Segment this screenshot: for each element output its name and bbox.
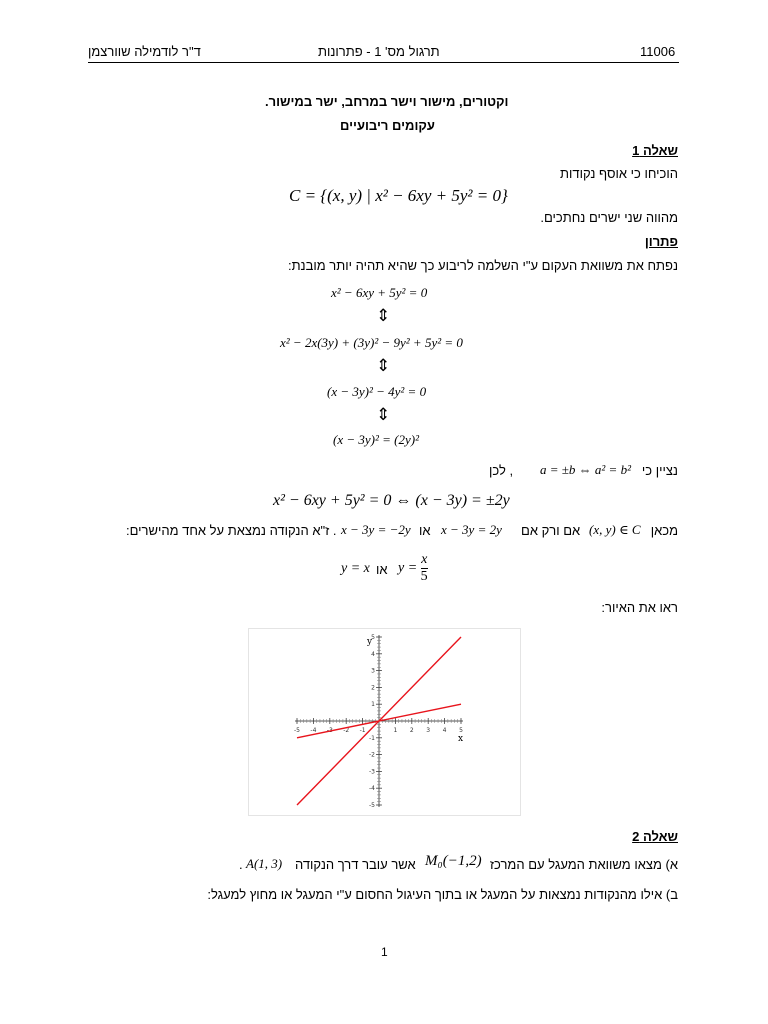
derivation-step-2: x² − 2x(3y) + (3y)² − 9y² + 5y² = 0 <box>280 335 463 350</box>
y-tick-label: -1 <box>369 734 375 742</box>
x-tick-label: 2 <box>409 727 414 734</box>
lines-text: מהווה שני ישרים נחתכים. <box>540 210 678 225</box>
solution-heading: פתרון <box>644 234 678 249</box>
x-tick-label: -5 <box>294 727 300 734</box>
y-tick-label: -4 <box>369 785 375 793</box>
part-a-period: . <box>239 857 243 872</box>
exercise-title: תרגול מס' 1 - פתרונות <box>318 44 440 59</box>
question-1-heading: שאלה 1 <box>632 143 678 158</box>
prove-text: הוכיחו כי אוסף נקודות <box>560 166 678 181</box>
y-tick-label: 4 <box>371 650 375 658</box>
line-b-fraction <box>421 552 428 585</box>
page-number: 1 <box>381 945 388 959</box>
equation-b: x − 3y = −2y <box>341 522 411 537</box>
line-b-denominator: 5 <box>420 569 428 584</box>
or-word-2: או <box>376 562 388 577</box>
iff-text: אם ורק אם <box>521 523 581 538</box>
header-rule <box>88 62 679 63</box>
y-tick-label: 3 <box>371 667 375 675</box>
y-tick-label: -3 <box>369 768 375 776</box>
circle-center: M₀(−1,2) <box>425 853 482 869</box>
lines-figure <box>248 628 521 816</box>
or-word-1: או <box>419 523 431 538</box>
x-tick-label: 5 <box>459 727 463 734</box>
part-b-text: ב) אילו מהנקודות נמצאות על המעגל או בתוך העיגול החסום ע"י המעגל או מחוץ למעגל: <box>207 887 678 902</box>
document-title: וקטורים, מישור וישר במרחב, ישר במישור. <box>265 94 509 109</box>
x-tick-label: 4 <box>442 727 447 734</box>
y-tick-label: -5 <box>369 802 375 809</box>
x-tick-label: -2 <box>343 727 350 734</box>
note-formula: a = ±b ⇔ a² = b² <box>540 462 631 477</box>
set-formula: C = {(x, y) | x² − 6xy + 5y² = 0} <box>289 186 508 205</box>
line-a-formula: y = x <box>341 561 370 576</box>
point-in-c: (x, y) ∈ C <box>589 522 641 537</box>
course-number: 11006 <box>640 44 676 59</box>
hence-word: מכאן <box>650 523 678 538</box>
derivation-step-4: (x − 3y)² = (2y)² <box>333 432 419 447</box>
lines-plot <box>249 629 520 815</box>
y-tick-label: 2 <box>371 684 375 692</box>
x-tick-label: -3 <box>326 727 333 734</box>
through-text: אשר עובר דרך הנקודה <box>295 857 416 872</box>
derivation-step-3: (x − 3y)² − 4y² = 0 <box>327 384 427 399</box>
line-b-formula <box>398 552 428 585</box>
note-suffix: , לכן <box>489 463 514 478</box>
question-2-heading: שאלה 2 <box>632 829 678 844</box>
solution-intro: נפתח את משוואת העקום ע"י השלמה לריבוע כך שהיא תהיה יותר מובנת: <box>287 258 678 273</box>
y-tick-label: 1 <box>371 701 375 709</box>
see-figure-text: ראו את האיור: <box>601 600 678 615</box>
equivalence-arrow-1: ⇕ <box>376 306 391 326</box>
lecturer-name: ד"ר לודמילה שוורצמן <box>88 44 201 59</box>
point-a: A(1, 3) <box>246 856 283 871</box>
x-tick-label: 1 <box>393 727 398 734</box>
y-axis-label: y <box>367 637 373 647</box>
document-subtitle: עקומים ריבועיים <box>340 118 435 133</box>
x-axis-label: x <box>458 734 464 744</box>
equivalence-arrow-2: ⇕ <box>376 356 391 376</box>
note-prefix: נציין כי <box>641 463 678 478</box>
x-tick-label: 3 <box>426 727 431 734</box>
equivalence-formula: x² − 6xy + 5y² = 0 ⇔ (x − 3y) = ±2y <box>273 492 510 509</box>
equivalence-arrow-3: ⇕ <box>376 405 391 425</box>
part-a-text: א) מצאו משוואת המעגל עם המרכז <box>489 857 678 872</box>
line-b-lhs: y = <box>398 560 418 576</box>
conclusion-text: . ז"א הנקודה נמצאת על אחד מהישרים: <box>126 523 337 538</box>
y-tick-label: 5 <box>371 634 375 641</box>
y-tick-label: -2 <box>369 751 375 759</box>
x-tick-label: -4 <box>310 727 317 734</box>
line-b-numerator: x <box>421 552 428 567</box>
derivation-step-1: x² − 6xy + 5y² = 0 <box>331 285 428 300</box>
x-tick-label: -1 <box>359 727 366 734</box>
equation-a: x − 3y = 2y <box>441 522 502 537</box>
